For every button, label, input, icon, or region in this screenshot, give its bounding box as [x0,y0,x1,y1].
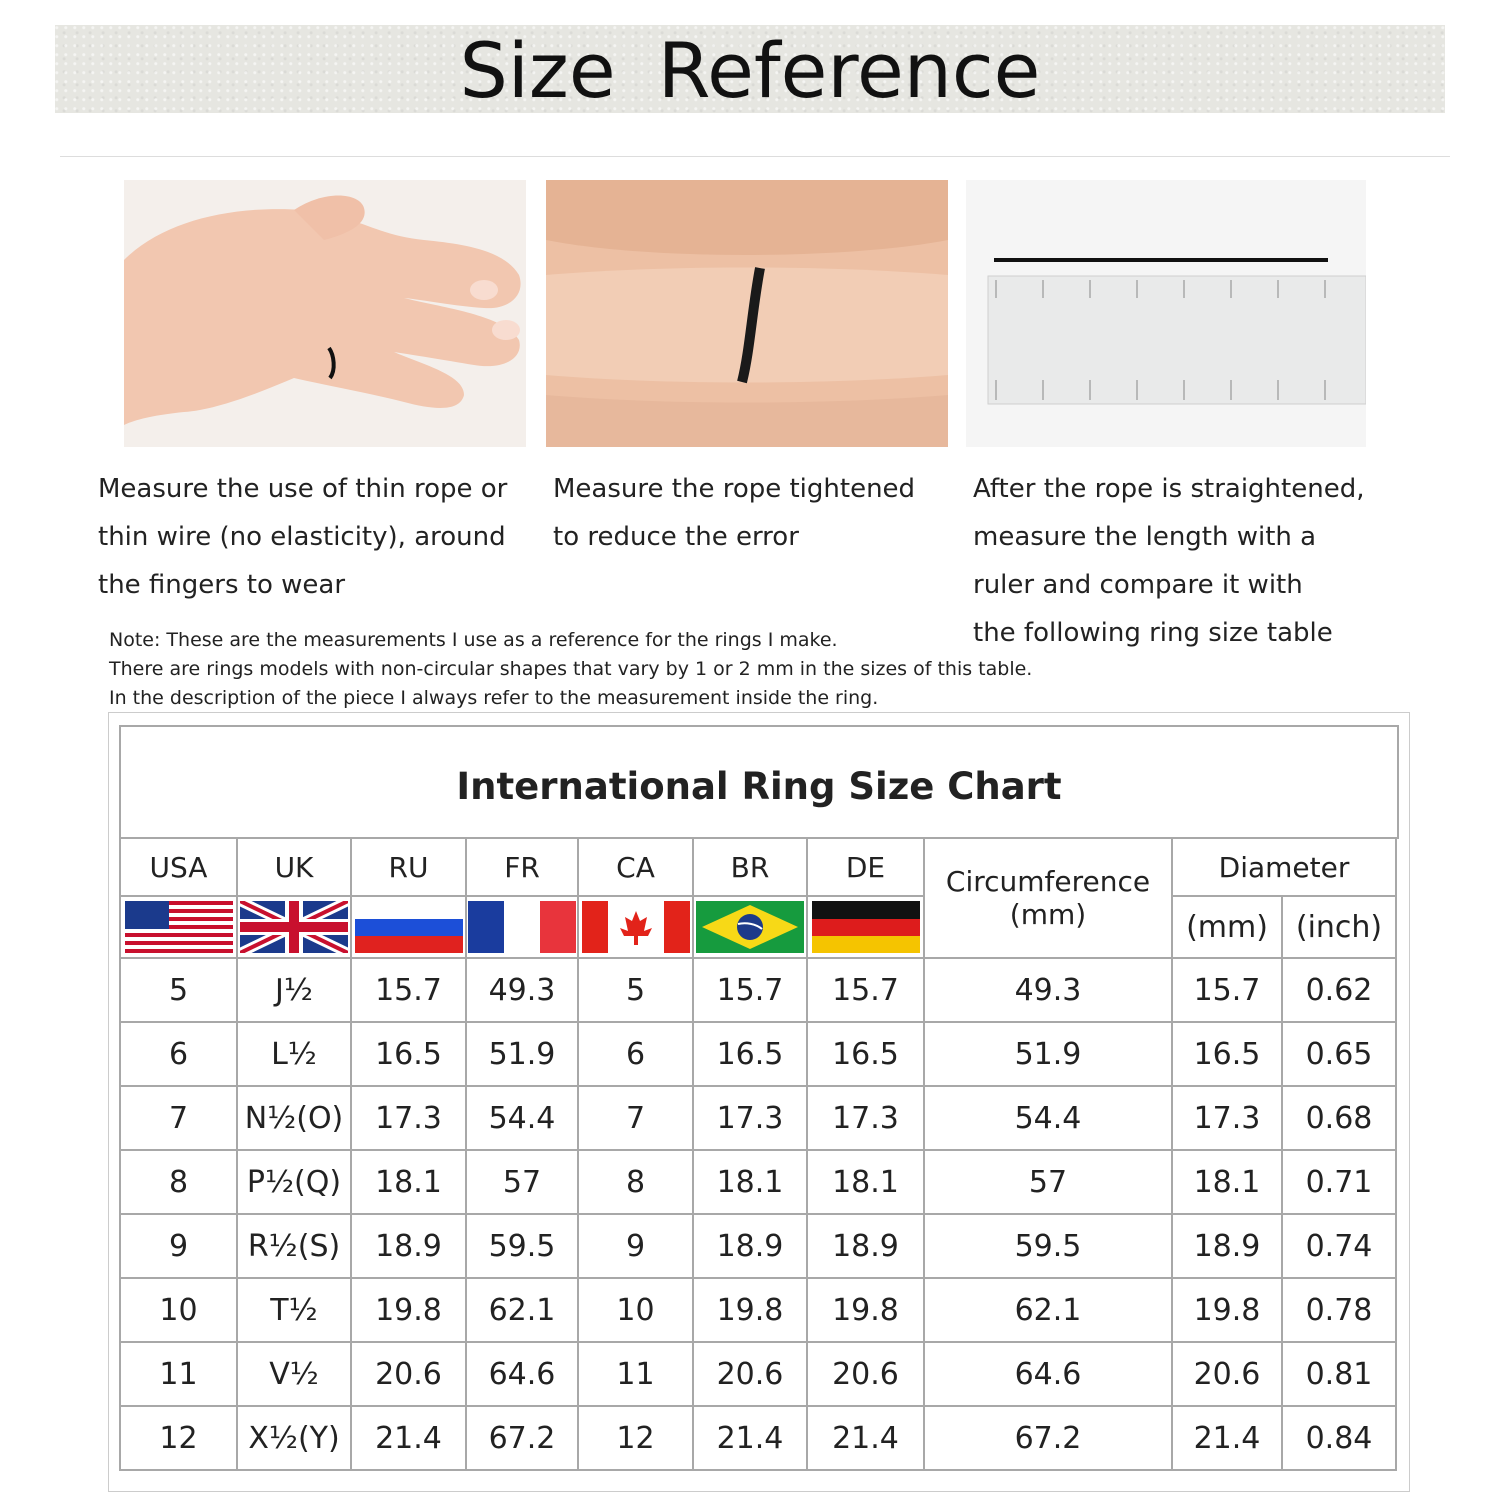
cell-de: 17.3 [807,1086,924,1150]
title-banner [55,25,1445,113]
brazil-flag-icon [696,901,804,953]
germany-flag-icon [812,901,920,953]
uk-flag-icon [240,901,348,953]
cell-de: 19.8 [807,1278,924,1342]
cell-ru: 18.1 [351,1150,466,1214]
cell-diameter-inch: 0.62 [1282,958,1396,1022]
cell-diameter-mm: 18.1 [1172,1150,1282,1214]
russia-flag-icon [355,901,463,953]
cell-fr: 64.6 [466,1342,578,1406]
table-row [120,958,1396,1022]
cell-fr: 59.5 [466,1214,578,1278]
uk-flag-cell [237,896,351,958]
header-diameter: Diameter [1172,838,1396,896]
cell-fr: 57 [466,1150,578,1214]
ruler-photo [966,180,1366,447]
cell-diameter-mm: 16.5 [1172,1022,1282,1086]
header-ru: RU [351,838,466,896]
cell-ca: 11 [578,1342,693,1406]
cell-ca: 9 [578,1214,693,1278]
header-br: BR [693,838,807,896]
table-row [120,1022,1396,1086]
cell-diameter-inch: 0.78 [1282,1278,1396,1342]
table-row [120,1086,1396,1150]
cell-de: 18.1 [807,1150,924,1214]
canada-flag-cell [578,896,693,958]
cell-circumference: 51.9 [924,1022,1172,1086]
cell-diameter-inch: 0.68 [1282,1086,1396,1150]
cell-br: 16.5 [693,1022,807,1086]
cell-circumference: 67.2 [924,1406,1172,1470]
cell-usa: 11 [120,1342,237,1406]
cell-usa: 7 [120,1086,237,1150]
cell-ru: 20.6 [351,1342,466,1406]
header-uk: UK [237,838,351,896]
cell-de: 18.9 [807,1214,924,1278]
cell-de: 15.7 [807,958,924,1022]
cell-fr: 62.1 [466,1278,578,1342]
cell-fr: 51.9 [466,1022,578,1086]
cell-br: 18.9 [693,1214,807,1278]
cell-ca: 7 [578,1086,693,1150]
cell-ca: 5 [578,958,693,1022]
cell-diameter-inch: 0.84 [1282,1406,1396,1470]
cell-de: 16.5 [807,1022,924,1086]
header-usa: USA [120,838,237,896]
table-row [120,1214,1396,1278]
cell-ru: 15.7 [351,958,466,1022]
ring-size-table [119,837,1397,1471]
page-title: Size Reference [459,26,1041,115]
cell-circumference: 64.6 [924,1342,1172,1406]
cell-usa: 5 [120,958,237,1022]
table-body [120,958,1396,1470]
cell-circumference: 49.3 [924,958,1172,1022]
cell-fr: 67.2 [466,1406,578,1470]
cell-ru: 16.5 [351,1022,466,1086]
cell-br: 19.8 [693,1278,807,1342]
cell-ca: 8 [578,1150,693,1214]
cell-circumference: 57 [924,1150,1172,1214]
brazil-flag-cell [693,896,807,958]
cell-uk: N½(O) [237,1086,351,1150]
cell-diameter-mm: 15.7 [1172,958,1282,1022]
note-text: Note: These are the measurements I use as a reference for the rings I make. There are rings models with non-circular shapes that vary by 1 or 2 mm in the sizes of this table. In the description of the piece I always refer to the measurement inside the ring. [109,629,1033,709]
cell-diameter-inch: 0.81 [1282,1342,1396,1406]
france-flag-cell [466,896,578,958]
ring-size-chart [108,712,1410,1492]
cell-br: 15.7 [693,958,807,1022]
table-row [120,1278,1396,1342]
chart-title-box [119,725,1399,839]
step-1-caption: Measure the use of thin rope or thin wire (no elasticity), around the fingers to wear [98,474,508,600]
cell-usa: 10 [120,1278,237,1342]
cell-usa: 9 [120,1214,237,1278]
header-fr: FR [466,838,578,896]
cell-uk: T½ [237,1278,351,1342]
cell-uk: R½(S) [237,1214,351,1278]
header-circumference: Circumference (mm) [924,838,1172,958]
cell-diameter-mm: 17.3 [1172,1086,1282,1150]
header-de: DE [807,838,924,896]
cell-uk: J½ [237,958,351,1022]
cell-diameter-inch: 0.65 [1282,1022,1396,1086]
cell-usa: 6 [120,1022,237,1086]
cell-diameter-mm: 20.6 [1172,1342,1282,1406]
rope-tightened-photo [546,180,948,447]
cell-diameter-mm: 21.4 [1172,1406,1282,1470]
russia-flag-cell [351,896,466,958]
cell-ca: 10 [578,1278,693,1342]
cell-fr: 49.3 [466,958,578,1022]
table-row [120,1342,1396,1406]
cell-diameter-inch: 0.71 [1282,1150,1396,1214]
hand-measure-photo [124,180,526,447]
header-diameter-inch: (inch) [1282,896,1396,958]
chart-title: International Ring Size Chart [456,765,1062,808]
cell-circumference: 62.1 [924,1278,1172,1342]
cell-diameter-mm: 18.9 [1172,1214,1282,1278]
cell-br: 21.4 [693,1406,807,1470]
cell-ru: 18.9 [351,1214,466,1278]
cell-br: 18.1 [693,1150,807,1214]
cell-uk: L½ [237,1022,351,1086]
header-diameter-mm: (mm) [1172,896,1282,958]
cell-de: 20.6 [807,1342,924,1406]
divider [60,156,1450,157]
table-row [120,1150,1396,1214]
cell-br: 17.3 [693,1086,807,1150]
cell-br: 20.6 [693,1342,807,1406]
cell-ca: 6 [578,1022,693,1086]
header-ca: CA [578,838,693,896]
cell-circumference: 59.5 [924,1214,1172,1278]
cell-ru: 21.4 [351,1406,466,1470]
us-flag-cell [120,896,237,958]
cell-usa: 8 [120,1150,237,1214]
cell-ca: 12 [578,1406,693,1470]
cell-ru: 17.3 [351,1086,466,1150]
france-flag-icon [468,901,576,953]
step-2-caption: Measure the rope tightened to reduce the error [553,474,916,552]
cell-diameter-mm: 19.8 [1172,1278,1282,1342]
cell-uk: V½ [237,1342,351,1406]
us-flag-icon [125,901,233,953]
cell-ru: 19.8 [351,1278,466,1342]
germany-flag-cell [807,896,924,958]
canada-flag-icon [582,901,690,953]
cell-diameter-inch: 0.74 [1282,1214,1396,1278]
cell-fr: 54.4 [466,1086,578,1150]
step-3-caption: After the rope is straightened, measure the length with a ruler and compare it with the following ring size table [973,474,1365,648]
cell-uk: X½(Y) [237,1406,351,1470]
table-row [120,1406,1396,1470]
cell-usa: 12 [120,1406,237,1470]
cell-de: 21.4 [807,1406,924,1470]
cell-uk: P½(Q) [237,1150,351,1214]
cell-circumference: 54.4 [924,1086,1172,1150]
